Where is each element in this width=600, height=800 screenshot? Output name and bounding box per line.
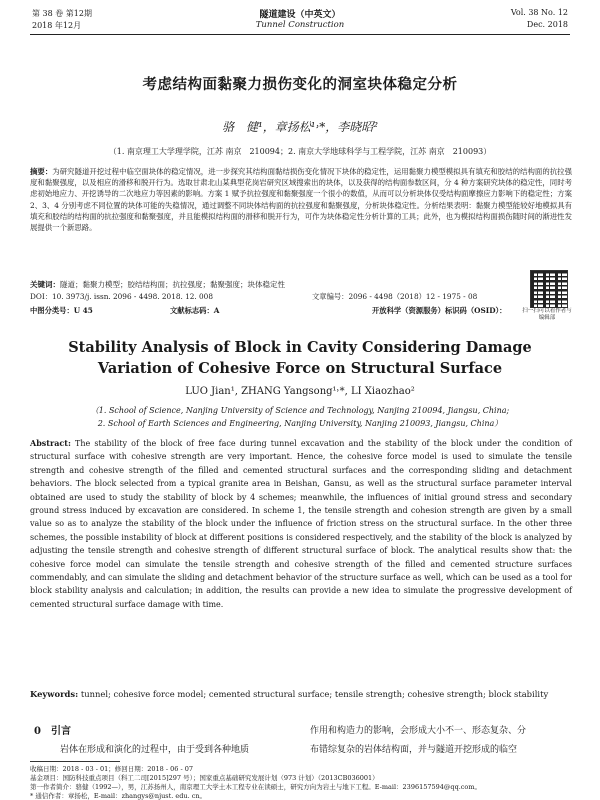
date-cn: 2018 年12月 xyxy=(32,21,82,30)
abstract-label-cn: 摘要： xyxy=(30,167,53,176)
affiliation-en xyxy=(30,404,570,430)
abstract-cn xyxy=(30,166,572,233)
running-header xyxy=(0,0,600,42)
body-right-line-1: 作用和构造力的影响，会形成大小不一、形态复杂、分 xyxy=(310,726,527,736)
affiliation-en-line-2: 2. School of Earth Sciences and Engineering, Nanjing University, Nanjing 210093, Jiangsu, China） xyxy=(97,419,503,428)
abstract-text-en: The stability of the block of free face during tunnel excavation and the stability of the block under the condition of structural surface with cohesive strength are very important. Hence, the cohesive force model is used to simulate the tensile strength and cohesive strength of the filled and cemented structural surfaces and the corresponding sliding and detachment behaviors. The block selected from a typical granite area in Beishan, Gansu, as well as the structural surface parameter interval obtained are used to study the stability of block by 4 schemes; meanwhile, the influences of initial ground stress and secondary ground stress induced by excavation are considered. In scheme 1, the tensile strength and cohesion strength are given by a small value so as to analyze the stability of the block under the influence of friction stress on the structural surface. In the other three schemes, the possible instability of block at different positions is considered respectively, and the stability of the block is analyzed by adjusting the tensile strength and cohesive strength of different structural surface of block. The analytical results show that: the cohesive force model can simulate the tensile strength and cohesive strength of the filled and cemented structure surfaces commendably, and can simulate the sliding and detachment behavior of the structure surface as well, which can be used as a tool for block stability analysis and calculation; in addition, the results can provide a new idea to simulate the progressive development of cemented structural surface damage with time. xyxy=(30,439,572,609)
keywords-label-cn: 关键词： xyxy=(30,280,60,289)
keywords-text-en: tunnel; cohesive force model; cemented structural surface; tensile strength; cohesive strength; block stability xyxy=(78,689,549,699)
paper-title-cn: 考虑结构面黏聚力损伤变化的洞室块体稳定分析 xyxy=(142,76,458,93)
article-number: 文章编号：2096 - 4498（2018）12 - 1975 - 08 xyxy=(312,292,478,301)
body-right-line-2: 布错综复杂的岩体结构面，并与隧道开挖形成的临空 xyxy=(310,745,518,755)
footnote-corresponding: * 通信作者：章扬松，E-mail：zhangys@njust. edu. cn。 xyxy=(30,792,207,800)
journal-name-en: Tunnel Construction xyxy=(255,20,345,30)
keywords-text-cn: 隧道；黏聚力模型；胶结结构面；抗拉强度；黏聚强度；块体稳定性 xyxy=(60,280,285,289)
footnote-rule xyxy=(30,761,120,762)
qr-code-icon[interactable] xyxy=(530,270,568,308)
qr-caption: 扫一扫可以看作者与编辑部 xyxy=(522,308,572,321)
affiliation-en-line-1: （1. School of Science, Nanjing University of Science and Technology, Nanjing 210094, Jiangsu, China; xyxy=(90,406,510,415)
body-right-column xyxy=(310,722,572,760)
abstract-label-en: Abstract: xyxy=(30,438,71,448)
header-rule xyxy=(30,34,570,35)
volume-issue-en: Vol. 38 No. 12 xyxy=(510,8,568,17)
keywords-en xyxy=(30,689,575,699)
affiliation-cn: （1. 南京理工大学理学院，江苏 南京 210094；2. 南京大学地球科学与工程学院，江苏 南京 210093） xyxy=(108,147,492,156)
keywords-cn xyxy=(30,279,500,290)
body-left-column: 岩体在形成和演化的过程中，由于受到各种地质 xyxy=(60,745,250,755)
doi: DOI：10. 3973/j. issn. 2096 - 4498. 2018. 12. 008 xyxy=(30,292,213,301)
footnote-fund: 基金项目：国防科技重点项目（科工二司[2015]297 号）；国家重点基础研究发展计划（973 计划）（2013CB036001） xyxy=(30,774,379,782)
volume-issue-cn: 第 38 卷 第12期 xyxy=(32,9,92,18)
journal-name-cn: 隧道建设（中英文） xyxy=(259,10,341,20)
footnote-received: 收稿日期：2018 - 03 - 01；修回日期：2018 - 06 - 07 xyxy=(30,765,193,773)
footnote-first-author: 第一作者简介：骆健（1992—），男，江苏扬州人，南京理工大学土木工程专业在读硕士，研究方向为岩土与地下工程。E-mail：2396157594@qq.com。 xyxy=(30,783,482,791)
authors-cn: 骆 健¹，章扬松¹˒*，李晓昭² xyxy=(221,120,379,134)
clc-number: 中图分类号：U 45 xyxy=(30,306,93,315)
abstract-en xyxy=(30,437,572,611)
section-heading-introduction: 0 引言 xyxy=(34,726,71,737)
paper-title-en: Stability Analysis of Block in Cavity Considering Damage Variation of Cohesive Force on Structural Surface xyxy=(68,339,532,377)
osid-label: 开放科学（资源服务）标识码（OSID）： xyxy=(372,306,507,315)
date-en: Dec. 2018 xyxy=(526,20,568,29)
document-code: 文献标志码：A xyxy=(170,306,220,315)
authors-en: LUO Jian¹, ZHANG Yangsong¹˒*, LI Xiaozhao² xyxy=(185,386,415,397)
keywords-label-en: Keywords: xyxy=(30,689,79,699)
abstract-text-cn: 为研究隧道开挖过程中临空面块体的稳定情况，进一步探究其结构面黏结损伤变化情况下块体的稳定性，运用黏聚力模型模拟具有填充和胶结的结构面的抗拉强度和黏聚强度，以及相应的滑移和脱开行为。选取甘肃北山某典型花岗岩研究区域搜索出的块体，以及获得的结构面参数区间，分 4 种方案研究块体的稳定性，同时考虑初始地应力、开挖诱导的二次地应力等因素的影响。方案 1 赋予抗拉强度和黏聚强度一个很小的数值，从而可以分析块体仅受结构面摩擦应力影响下的稳定性；方案 2、3、4 分别考虑不同位置的块体可能的失稳情况，通过调整不同块体结构面的抗拉强度和黏聚强度，分析块体稳定性。分析结果表明：黏聚力模型能较好地模拟具有填充和胶结的结构面的抗拉强度和黏聚强度，并且能模拟结构面的滑移和脱开行为，可作为块体稳定性分析计算的工具；此外，也为模拟结构面损伤随时间的渐进性发展提供一个新思路。 xyxy=(30,167,572,233)
